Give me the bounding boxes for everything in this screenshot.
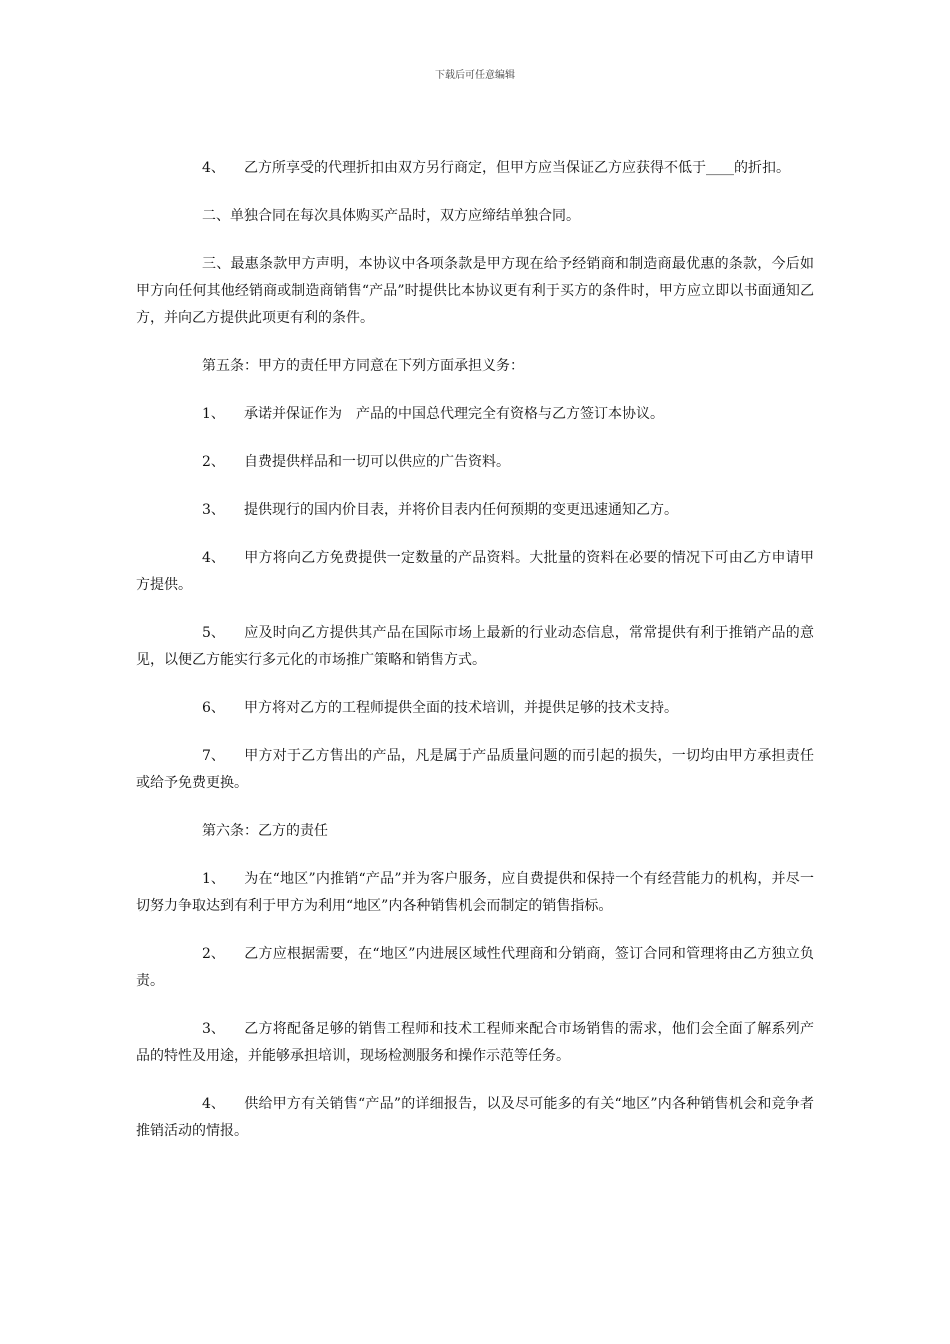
item-number: 3、 bbox=[202, 1021, 225, 1037]
item-number: 1、 bbox=[202, 871, 225, 887]
paragraph-text: 第五条：甲方的责任甲方同意在下列方面承担义务： bbox=[202, 358, 524, 374]
item-number: 3、 bbox=[202, 502, 225, 518]
paragraph bbox=[136, 941, 814, 995]
item-number: 7、 bbox=[202, 748, 225, 764]
paragraph bbox=[136, 866, 814, 920]
item-number: 2、 bbox=[202, 946, 225, 962]
paragraph-text: 甲方对于乙方售出的产品，凡是属于产品质量问题的而引起的损失，一切均由甲方承担责任或给予免费更换。 bbox=[136, 748, 814, 791]
paragraph bbox=[136, 695, 814, 722]
paragraph-text: 二、单独合同在每次具体购买产品时，双方应缔结单独合同。 bbox=[202, 208, 580, 224]
paragraph bbox=[136, 251, 814, 332]
paragraph bbox=[136, 1091, 814, 1145]
paragraph bbox=[136, 545, 814, 599]
section-heading bbox=[136, 818, 814, 845]
paragraph-text: 自费提供样品和一切可以供应的广告资料。 bbox=[244, 454, 510, 470]
paragraph bbox=[136, 620, 814, 674]
paragraph bbox=[136, 203, 814, 230]
paragraph bbox=[136, 449, 814, 476]
paragraph-text: 乙方应根据需要，在“地区”内进展区域性代理商和分销商，签订合同和管理将由乙方独立负责。 bbox=[136, 946, 814, 989]
paragraph-text: 三、最惠条款甲方声明，本协议中各项条款是甲方现在给予经销商和制造商最优惠的条款，今后如甲方向任何其他经销商或制造商销售“产品”时提供比本协议更有利于买方的条件时，甲方应立即以书面通知乙方，并向乙方提供此项更有利的条件。 bbox=[136, 256, 814, 326]
paragraph-text: 乙方所享受的代理折扣由双方另行商定，但甲方应当保证乙方应获得不低于____的折扣。 bbox=[244, 160, 790, 176]
paragraph-text: 应及时向乙方提供其产品在国际市场上最新的行业动态信息，常常提供有利于推销产品的意见，以便乙方能实行多元化的市场推广策略和销售方式。 bbox=[136, 625, 814, 668]
item-number: 1、 bbox=[202, 406, 225, 422]
paragraph bbox=[136, 497, 814, 524]
paragraph bbox=[136, 1016, 814, 1070]
item-number: 4、 bbox=[202, 1096, 225, 1112]
section-heading bbox=[136, 353, 814, 380]
item-number: 2、 bbox=[202, 454, 225, 470]
paragraph-text: 供给甲方有关销售“产品”的详细报告，以及尽可能多的有关“地区”内各种销售机会和竞争者推销活动的情报。 bbox=[136, 1096, 814, 1139]
document-body bbox=[136, 155, 814, 1166]
paragraph-text: 乙方将配备足够的销售工程师和技术工程师来配合市场销售的需求，他们会全面了解系列产品的特性及用途，并能够承担培训，现场检测服务和操作示范等任务。 bbox=[136, 1021, 814, 1064]
paragraph bbox=[136, 155, 814, 182]
paragraph-text: 甲方将向乙方免费提供一定数量的产品资料。大批量的资料在必要的情况下可由乙方申请甲方提供。 bbox=[136, 550, 814, 593]
item-number: 4、 bbox=[202, 160, 225, 176]
paragraph-text: 第六条：乙方的责任 bbox=[202, 823, 328, 839]
paragraph bbox=[136, 401, 814, 428]
item-number: 6、 bbox=[202, 700, 225, 716]
paragraph-text: 承诺并保证作为 产品的中国总代理完全有资格与乙方签订本协议。 bbox=[244, 406, 664, 422]
paragraph bbox=[136, 743, 814, 797]
page-header: 下载后可任意编辑 bbox=[435, 70, 515, 81]
item-number: 5、 bbox=[202, 625, 225, 641]
paragraph-text: 为在“地区”内推销“产品”并为客户服务，应自费提供和保持一个有经营能力的机构，并尽一切努力争取达到有利于甲方为利用“地区”内各种销售机会而制定的销售指标。 bbox=[136, 871, 814, 914]
paragraph-text: 提供现行的国内价目表，并将价目表内任何预期的变更迅速通知乙方。 bbox=[244, 502, 678, 518]
item-number: 4、 bbox=[202, 550, 225, 566]
paragraph-text: 甲方将对乙方的工程师提供全面的技术培训，并提供足够的技术支持。 bbox=[244, 700, 678, 716]
